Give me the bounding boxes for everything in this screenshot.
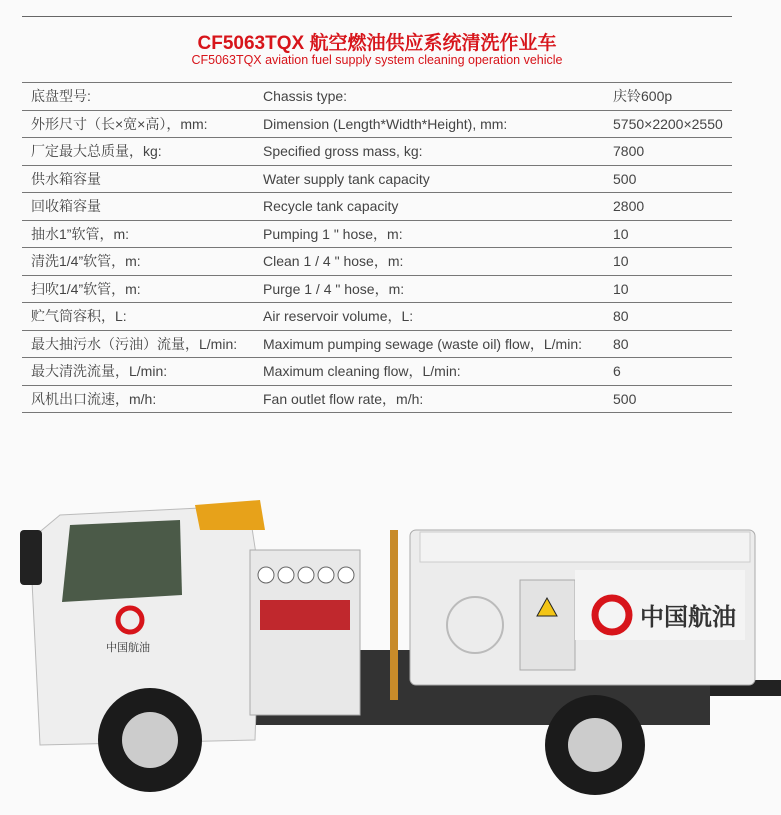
spec-label-en: Clean 1 / 4 " hose，m: xyxy=(257,248,607,276)
spec-row xyxy=(22,193,732,221)
spec-label-cn: 回收箱容量 xyxy=(22,193,257,221)
spec-value: 5750×2200×2550 xyxy=(607,110,732,138)
spec-label-cn: 最大抽污水（污油）流量，L/min: xyxy=(22,330,257,358)
spec-label-en: Water supply tank capacity xyxy=(257,165,607,193)
spec-row xyxy=(22,165,732,193)
spec-label-en: Maximum pumping sewage (waste oil) flow，L/min: xyxy=(257,330,607,358)
spec-label-en: Chassis type: xyxy=(257,83,607,111)
spec-label-cn: 供水箱容量 xyxy=(22,165,257,193)
spec-label-cn: 厂定最大总质量，kg: xyxy=(22,138,257,166)
spec-label-en: Fan outlet flow rate，m/h: xyxy=(257,385,607,413)
spec-value: 10 xyxy=(607,220,732,248)
spec-label-cn: 底盘型号: xyxy=(22,83,257,111)
page-title: CF5063TQX 航空燃油供应系统清洗作业车 xyxy=(197,33,557,54)
spec-label-cn: 风机出口流速，m/h: xyxy=(22,385,257,413)
spec-label-en: Pumping 1 " hose，m: xyxy=(257,220,607,248)
spec-row xyxy=(22,358,732,386)
spec-value: 10 xyxy=(607,275,732,303)
cabinet-door xyxy=(520,580,575,670)
spec-value: 80 xyxy=(607,330,732,358)
tank-top xyxy=(420,532,750,562)
page-subtitle: CF5063TQX aviation fuel supply system cleaning operation vehicle xyxy=(191,53,563,67)
spec-label-cn: 清洗1/4”软管，m: xyxy=(22,248,257,276)
spec-label-cn: 扫吹1/4”软管，m: xyxy=(22,275,257,303)
spec-value: 500 xyxy=(607,385,732,413)
spec-row xyxy=(22,303,732,331)
spec-row xyxy=(22,83,732,111)
spec-table xyxy=(22,82,732,413)
spec-row xyxy=(22,385,732,413)
spec-value: 庆铃600p xyxy=(607,83,732,111)
spec-value: 2800 xyxy=(607,193,732,221)
spec-row xyxy=(22,138,732,166)
spec-value: 6 xyxy=(607,358,732,386)
spec-value: 80 xyxy=(607,303,732,331)
spec-label-en: Recycle tank capacity xyxy=(257,193,607,221)
cab-roof xyxy=(195,500,265,530)
tank-logo-text: 中国航油 xyxy=(640,604,736,631)
spec-label-en: Maximum cleaning flow，L/min: xyxy=(257,358,607,386)
truck-photo xyxy=(0,470,781,815)
spec-label-cn: 抽水1”软管，m: xyxy=(22,220,257,248)
mirror xyxy=(20,530,42,585)
valve-block xyxy=(260,600,350,630)
spec-label-cn: 贮气筒容积，L: xyxy=(22,303,257,331)
spec-row xyxy=(22,275,732,303)
spec-value: 7800 xyxy=(607,138,732,166)
level-gauge xyxy=(390,530,398,700)
spec-value: 10 xyxy=(607,248,732,276)
spec-label-en: Purge 1 / 4 " hose，m: xyxy=(257,275,607,303)
spec-label-cn: 外形尺寸（长×宽×高），mm: xyxy=(22,110,257,138)
spec-label-en: Air reservoir volume，L: xyxy=(257,303,607,331)
spec-label-en: Specified gross mass, kg: xyxy=(257,138,607,166)
top-divider xyxy=(22,16,732,17)
windshield xyxy=(62,520,182,602)
cab-logo-text: 中国航油 xyxy=(106,642,150,654)
spec-row xyxy=(22,220,732,248)
spec-label-en: Dimension (Length*Width*Height), mm: xyxy=(257,110,607,138)
spec-row xyxy=(22,110,732,138)
spec-row xyxy=(22,248,732,276)
spec-label-cn: 最大清洗流量，L/min: xyxy=(22,358,257,386)
spec-value: 500 xyxy=(607,165,732,193)
spec-row xyxy=(22,330,732,358)
